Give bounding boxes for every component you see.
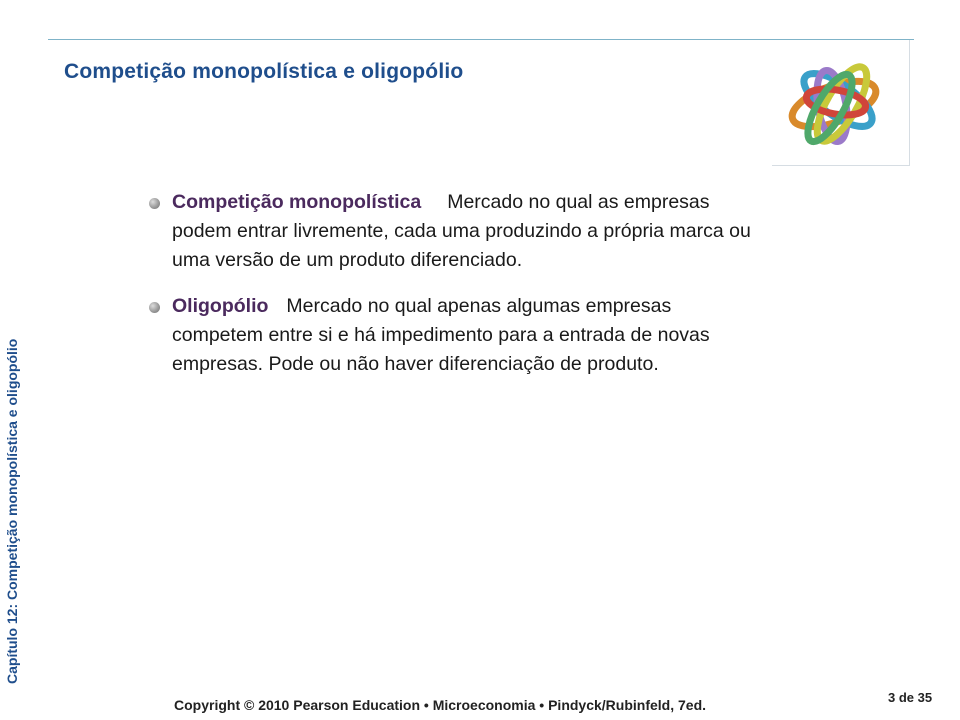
bullet-dot-icon xyxy=(149,198,160,209)
definition-list xyxy=(146,188,762,396)
bullet-item xyxy=(146,188,762,275)
copyright-footer: Copyright © 2010 Pearson Education • Microeconomia • Pindyck/Rubinfeld, 7ed. xyxy=(174,697,707,713)
interlocking-rings-logo-icon xyxy=(772,40,910,166)
bullet-item xyxy=(146,292,762,379)
chapter-side-caption: Capítulo 12: Competição monopolística e oligopólio xyxy=(4,338,20,684)
bullet-term: Competição monopolística xyxy=(172,191,422,213)
page-number: 3 de 35 xyxy=(888,690,933,705)
bullet-term: Oligopólio xyxy=(172,295,269,317)
bullet-definition: Mercado no qual apenas algumas empresas competem entre si e há impedimento para a entrada de novas empresas. Pode ou não haver diferenciação de produto. xyxy=(172,295,710,375)
slide-title: Competição monopolística e oligopólio xyxy=(64,60,464,83)
bullet-dot-icon xyxy=(149,302,160,313)
bullet-definition: Mercado no qual as empresas podem entrar livremente, cada uma produzindo a própria marca ou uma versão de um produto diferenciado. xyxy=(172,191,751,271)
